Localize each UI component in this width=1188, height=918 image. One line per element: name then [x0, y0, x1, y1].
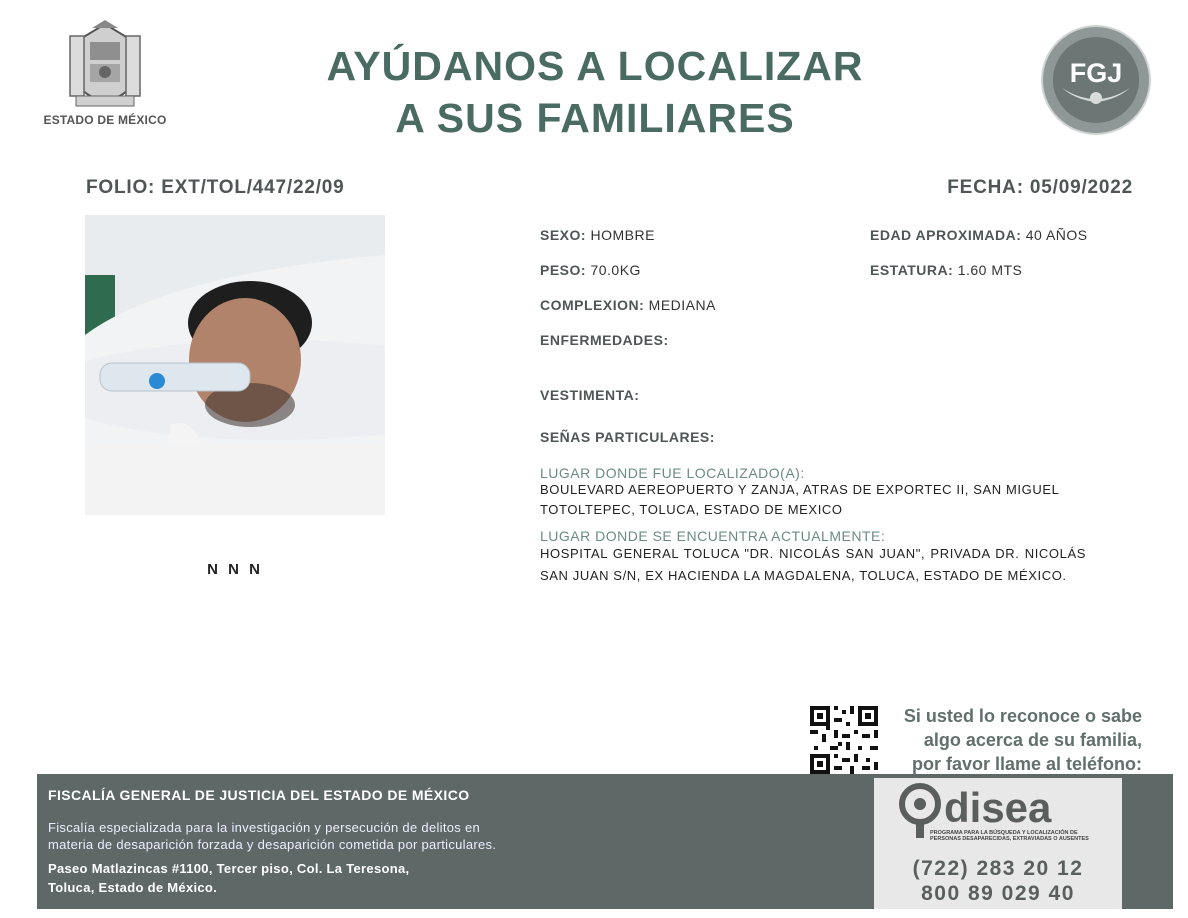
complexion-field — [540, 297, 716, 313]
lugar-localizado-label: LUGAR DONDE FUE LOCALIZADO(A): — [540, 465, 805, 481]
vestimenta-label: VESTIMENTA: — [540, 387, 640, 403]
footer-address — [48, 859, 608, 897]
phone-number-tollfree[interactable]: 800 89 029 40 — [921, 882, 1075, 905]
page-title — [250, 40, 940, 144]
sexo-field — [540, 227, 655, 243]
footer-addr-line-1: Paseo Matlazincas #1100, Tercer piso, Col. La Teresona, — [48, 861, 410, 876]
peso-field — [540, 262, 641, 278]
peso-label: PESO: — [540, 262, 587, 278]
contact-line-3: por favor llame al teléfono: — [911, 754, 1142, 774]
contact-line-1: Si usted lo reconoce o sabe — [903, 706, 1142, 726]
report-date: FECHA: 05/09/2022 — [947, 177, 1133, 198]
odisea-logo-text: disea — [944, 784, 1052, 831]
folio-number: FOLIO: EXT/TOL/447/22/09 — [86, 177, 345, 198]
sexo-label: SEXO: — [540, 227, 587, 243]
footer-desc-line-2: materia de desaparición forzada y desaparición cometida por particulares. — [48, 837, 497, 852]
complexion-label: COMPLEXION: — [540, 297, 645, 313]
sexo-value: HOMBRE — [590, 227, 655, 243]
footer-title: FISCALÍA GENERAL DE JUSTICIA DEL ESTADO DE MÉXICO — [48, 787, 470, 803]
senas-label: SEÑAS PARTICULARES: — [540, 429, 715, 445]
qr-code[interactable] — [808, 704, 880, 776]
footer-addr-line-2: Toluca, Estado de México. — [48, 880, 218, 895]
estatura-value: 1.60 MTS — [957, 262, 1023, 278]
peso-value: 70.0KG — [590, 262, 641, 278]
edad-label: EDAD APROXIMADA: — [870, 227, 1022, 243]
title-line-1: AYÚDANOS A LOCALIZAR — [326, 43, 864, 89]
title-line-2: A SUS FAMILIARES — [395, 95, 795, 141]
fgj-logo-text: FGJ — [1069, 58, 1123, 88]
complexion-value: MEDIANA — [648, 297, 716, 313]
person-name: N N N — [207, 561, 263, 578]
odisea-description: PROGRAMA PARA LA BÚSQUEDA Y LOCALIZACIÓN DE PERSONAS DESAPARECIDAS, EXTRAVIADAS O AUSENTES — [930, 830, 1089, 843]
estatura-field — [870, 262, 1022, 278]
person-photo — [85, 215, 385, 515]
fgj-logo — [1040, 24, 1152, 136]
footer-desc-line-1: Fiscalía especializada para la investigación y persecución de delitos en — [48, 820, 481, 835]
lugar-actual-label: LUGAR DONDE SE ENCUENTRA ACTUALMENTE: — [540, 528, 886, 544]
edad-field — [870, 227, 1088, 243]
phone-number-local[interactable]: (722) 283 20 12 — [912, 857, 1084, 880]
estado-de-mexico-logo — [62, 20, 148, 112]
lugar-localizado-value: BOULEVARD AEREOPUERTO Y ZANJA, ATRAS DE EXPORTEC II, SAN MIGUEL TOTOLTEPEC, TOLUCA, ESTADO DE MEXICO — [540, 482, 1059, 517]
estado-de-mexico-label: ESTADO DE MÉXICO — [43, 113, 167, 127]
contact-line-2: algo acerca de su familia, — [923, 730, 1142, 750]
contact-message — [884, 704, 1142, 776]
estatura-label: ESTATURA: — [870, 262, 954, 278]
enfermedades-label: ENFERMEDADES: — [540, 332, 669, 348]
footer-description — [48, 819, 648, 853]
edad-value: 40 AÑOS — [1025, 227, 1088, 243]
lugar-actual-value: HOSPITAL GENERAL TOLUCA "DR. NICOLÁS SAN JUAN", PRIVADA DR. NICOLÁS SAN JUAN S/N, EX HACIENDA LA MAGDALENA, TOLUCA, ESTADO DE MÉXICO. — [540, 546, 1086, 583]
